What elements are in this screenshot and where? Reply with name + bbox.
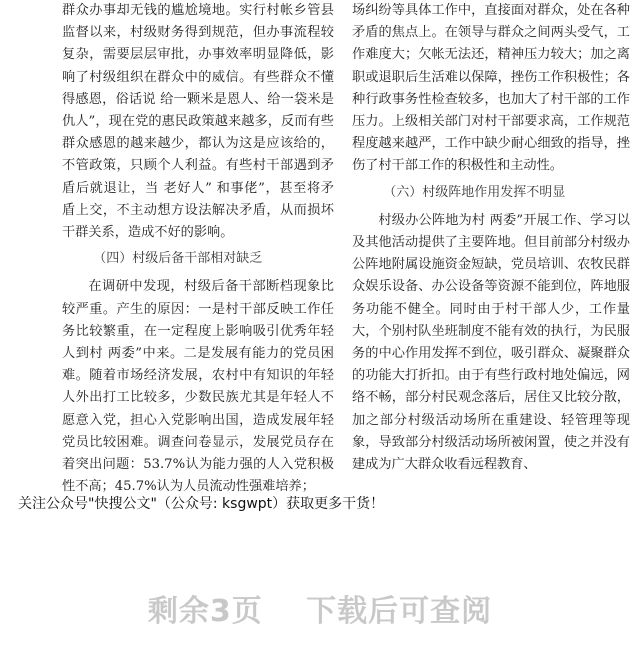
paragraph: 村级办公阵地为村 两委”开展工作、学习以及其他活动提供了主要阵地。但目前部分村级办公阵地附属设施资金短缺，党员培训、农牧民群众娱乐设备、办公设备等资源不能到位，阵地服务功能不健全。同时由于村干部人少，工作量大，个别村队坐班制度不能有效的执行，为民服务的中心作用发挥不到位，吸引群众、凝聚群众的功能大打折扣。由于有些行政村地处偏远，网络不畅，部分村民观念落后，居住又比较分散，加之部分村级活动场所在重建设、轻管理等现象，导致部分村级活动场所被闲置，使之并没有建成为广大群众收看远程教育、 <box>352 212 630 473</box>
section-heading: （六）村级阵地作用发挥不明显 <box>383 184 566 200</box>
paragraph: 在调研中发现，村级后备干部断档现象比较严重。产生的原因：一是村干部反映工作任务比较繁重，在一定程度上影响吸引优秀年轻人到村 两委”中来。二是发展有能力的党员困难。随着市场经济发展，农村中有知识的年轻人外出打工比较多，少数民族尤其是年轻人不愿意入党，担心入党影响出国，造成发展年轻党员比较困难。调查问卷显示，发展党员存在着突出问题：53.7%认为能力强的人入党积极性不高；45.7%认为人员流动性强难培养； <box>62 279 334 495</box>
remaining-pages-banner[interactable] <box>0 586 640 630</box>
download-to-view-label[interactable]: 下载后可查阅 <box>306 594 493 629</box>
section-heading: （四）村级后备干部相对缺乏 <box>93 251 263 267</box>
promo-note: 关注公众号"快搜公文"（公众号: ksgwpt）获取更多干货！ <box>18 496 385 512</box>
remaining-pages-count[interactable]: 剩余3页 <box>147 594 263 629</box>
paragraph: 场纠纷等具体工作中，直接面对群众，处在各种矛盾的焦点上。在领导与群众之间两头受气，工作难度大；欠帐无法还，精神压力较大；加之离职或退职后生活难以保障，挫伤工作积极性；各种行政事务性检查较多，也加大了村干部的工作压力。上级相关部门对村干部要求高，工作规范程度越来越严，工作中缺少耐心细致的指导，挫伤了村干部工作的积极性和主动性。 <box>352 3 630 174</box>
paragraph: 群众办事却无钱的尴尬境地。实行村帐乡管县监督以来，村级财务得到规范，但办事流程较复杂，需要层层审批，办事效率明显降低，影响了村级组织在群众中的威信。有些群众不懂得感恩，俗话说 给一颗米是恩人、给一袋米是仇人”，现在党的惠民政策越来越多，反而有些群众感恩的越来越少，都认为这是应该给的，不管政策，只顾个人利益。有些村干部遇到矛盾后就退让，当 老好人” 和事佬”，甚至将矛盾上交，不主动想方设法解决矛盾，从而损坏干群关系，造成不好的影响。 <box>62 3 334 241</box>
right-column <box>352 0 630 476</box>
left-column <box>62 0 334 498</box>
